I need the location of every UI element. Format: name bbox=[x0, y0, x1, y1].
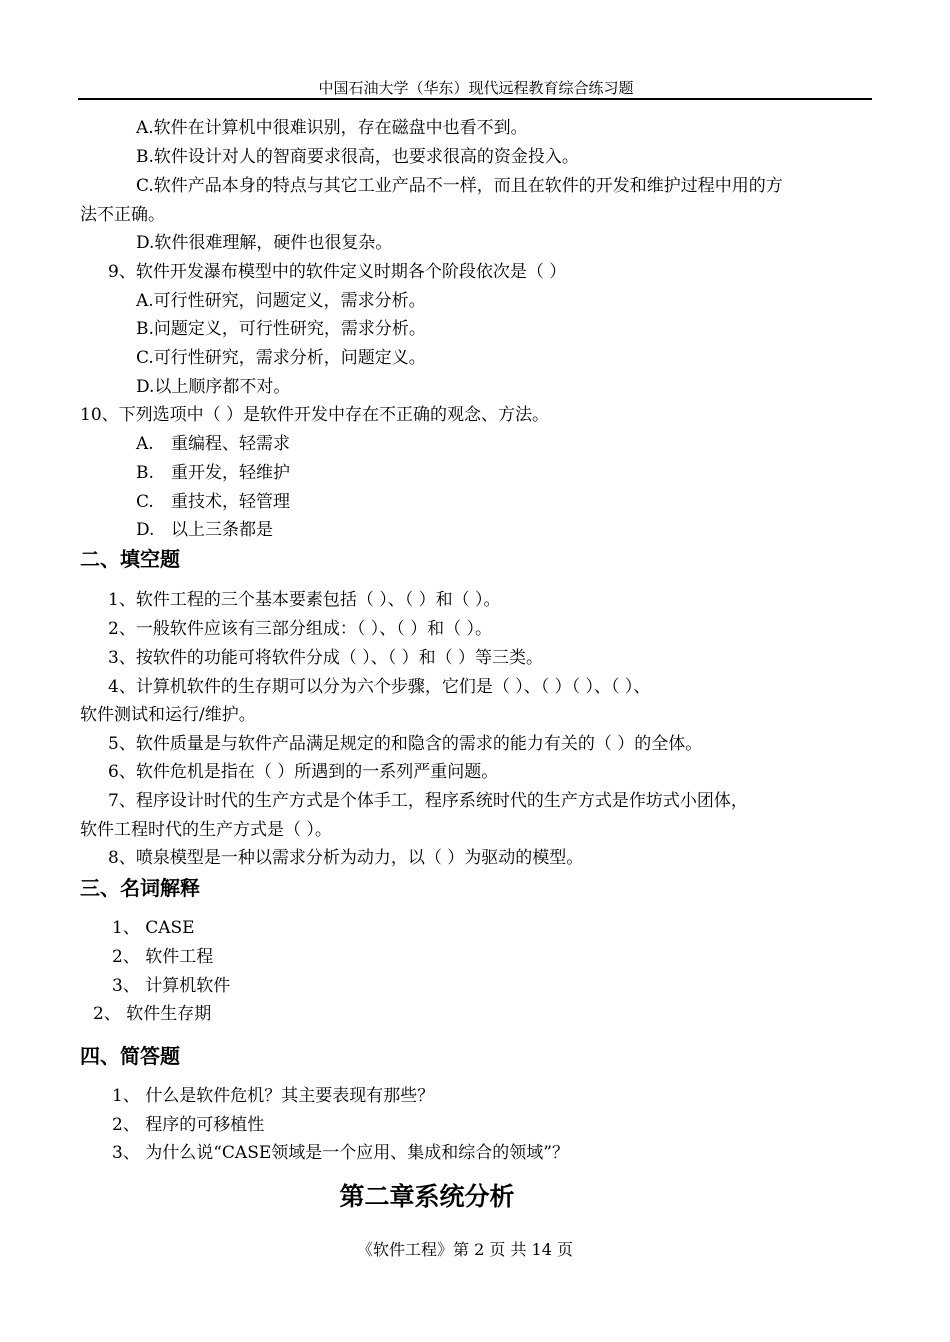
section-terms-heading: 三、名词解释 bbox=[80, 876, 200, 900]
q10-option-c bbox=[136, 491, 290, 513]
q10-option-a bbox=[136, 433, 290, 455]
term-item-2: 2、 软件工程 bbox=[112, 947, 214, 967]
fill-item-1: 1、软件工程的三个基本要素包括（ ）、（ ）和（ ）。 bbox=[108, 590, 501, 610]
fill-item-4: 4、计算机软件的生存期可以分为六个步骤，它们是（ ）、（ ）（ ）、（ ）、 bbox=[108, 677, 651, 697]
q8-option-c: C.软件产品本身的特点与其它工业产品不一样，而且在软件的开发和维护过程中用的方 bbox=[136, 176, 783, 196]
term-item-1: 1、 CASE bbox=[112, 918, 195, 938]
option-letter: D. bbox=[136, 520, 155, 540]
q9-option-d: D.以上顺序都不对。 bbox=[136, 377, 291, 397]
option-letter: A. bbox=[136, 434, 154, 454]
fill-item-7: 7、程序设计时代的生产方式是个体手工，程序系统时代的生产方式是作坊式小团体， bbox=[108, 791, 748, 811]
option-text: 重开发，轻维护 bbox=[171, 463, 290, 483]
term-item-4: 2、 软件生存期 bbox=[93, 1004, 212, 1024]
q9-question: 9、软件开发瀑布模型中的软件定义时期各个阶段依次是（ ） bbox=[108, 262, 567, 282]
short-answer-item-1: 1、 什么是软件危机？其主要表现有那些？ bbox=[112, 1086, 435, 1106]
fill-item-6: 6、软件危机是指在（ ）所遇到的一系列严重问题。 bbox=[108, 762, 499, 782]
q9-option-b: B.问题定义，可行性研究，需求分析。 bbox=[136, 319, 426, 339]
option-letter: B. bbox=[136, 463, 154, 483]
q10-option-d bbox=[136, 519, 273, 541]
q8-option-a: A.软件在计算机中很难识别，存在磁盘中也看不到。 bbox=[136, 118, 528, 138]
q8-option-d: D.软件很难理解，硬件也很复杂。 bbox=[136, 233, 393, 253]
section-fill-blank-heading: 二、填空题 bbox=[80, 547, 180, 571]
fill-item-5: 5、软件质量是与软件产品满足规定的和隐含的需求的能力有关的（ ）的全体。 bbox=[108, 734, 703, 754]
q8-option-b: B.软件设计对人的智商要求很高，也要求很高的资金投入。 bbox=[136, 147, 579, 167]
fill-item-3: 3、按软件的功能可将软件分成（ ）、（ ）和（ ）等三类。 bbox=[108, 648, 544, 668]
fill-item-4-cont: 软件测试和运行/维护。 bbox=[80, 705, 256, 725]
header-divider bbox=[78, 98, 872, 100]
page-footer: 《软件工程》第 2 页 共 14 页 bbox=[357, 1240, 573, 1259]
term-item-3: 3、 计算机软件 bbox=[112, 976, 231, 996]
q9-option-a: A.可行性研究，问题定义，需求分析。 bbox=[136, 291, 426, 311]
q8-option-c-cont: 法不正确。 bbox=[80, 205, 165, 225]
section-short-answer-heading: 四、简答题 bbox=[80, 1044, 180, 1068]
fill-item-7-cont: 软件工程时代的生产方式是（ ）。 bbox=[80, 820, 332, 840]
short-answer-item-2: 2、 程序的可移植性 bbox=[112, 1115, 265, 1135]
chapter-title: 第二章系统分析 bbox=[339, 1182, 515, 1211]
option-text: 重技术，轻管理 bbox=[171, 492, 290, 512]
page-header: 中国石油大学（华东）现代远程教育综合练习题 bbox=[318, 79, 634, 97]
option-text: 以上三条都是 bbox=[171, 520, 273, 540]
option-text: 重编程、轻需求 bbox=[171, 434, 290, 454]
q9-option-c: C.可行性研究，需求分析，问题定义。 bbox=[136, 348, 426, 368]
q10-question: 10、下列选项中（ ）是软件开发中存在不正确的观念、方法。 bbox=[80, 405, 550, 425]
fill-item-8: 8、喷泉模型是一种以需求分析为动力，以（ ）为驱动的模型。 bbox=[108, 848, 584, 868]
short-answer-item-3: 3、 为什么说“CASE领域是一个应用、集成和综合的领域”？ bbox=[112, 1143, 569, 1163]
fill-item-2: 2、一般软件应该有三部分组成：（ ）、（ ）和（ ）。 bbox=[108, 619, 493, 639]
q10-option-b bbox=[136, 462, 290, 484]
option-letter: C. bbox=[136, 492, 154, 512]
